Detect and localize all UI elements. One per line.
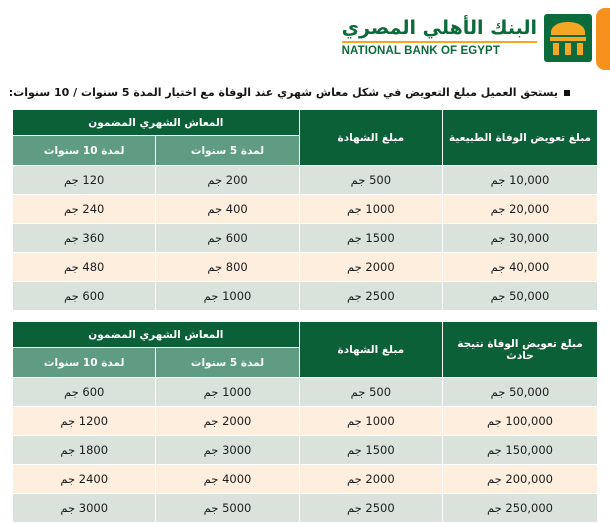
header-pension-5-years: لمدة 5 سنوات bbox=[156, 348, 299, 378]
cell-certificate: 2000 جم bbox=[299, 253, 442, 282]
cell-pension-5: 600 جم bbox=[156, 224, 299, 253]
logo-name-arabic: البنك الأهلي المصري bbox=[341, 16, 537, 39]
natural-death-table bbox=[12, 109, 598, 311]
table-row bbox=[13, 195, 598, 224]
header-pension-10-years: لمدة 10 سنوات bbox=[13, 348, 156, 378]
table-body bbox=[13, 378, 598, 523]
header-pension-10-years: لمدة 10 سنوات bbox=[13, 136, 156, 166]
table-row bbox=[13, 494, 598, 523]
cell-compensation: 100,000 جم bbox=[442, 407, 597, 436]
cell-certificate: 2000 جم bbox=[299, 465, 442, 494]
nbe-logo bbox=[342, 14, 592, 62]
cell-pension-5: 800 جم bbox=[156, 253, 299, 282]
cell-compensation: 20,000 جم bbox=[442, 195, 597, 224]
cell-compensation: 30,000 جم bbox=[442, 224, 597, 253]
cell-pension-5: 4000 جم bbox=[156, 465, 299, 494]
table-row bbox=[13, 407, 598, 436]
cell-pension-10: 600 جم bbox=[13, 282, 156, 311]
accidental-death-table bbox=[12, 321, 598, 523]
header-compensation: مبلغ تعويض الوفاة الطبيعية bbox=[442, 110, 597, 166]
cell-certificate: 1500 جم bbox=[299, 436, 442, 465]
accidental-death-table-wrapper bbox=[0, 321, 610, 523]
table-row bbox=[13, 166, 598, 195]
cell-certificate: 500 جم bbox=[299, 378, 442, 407]
bullet-square-icon bbox=[564, 90, 570, 96]
cell-pension-5: 1000 جم bbox=[156, 378, 299, 407]
table-body bbox=[13, 166, 598, 311]
cell-compensation: 50,000 جم bbox=[442, 378, 597, 407]
table-row bbox=[13, 465, 598, 494]
header-compensation: مبلغ تعويض الوفاة نتيجة حادث bbox=[442, 322, 597, 378]
intro-statement-text: يستحق العميل مبلغ التعويض في شكل معاش شهري عند الوفاة مع اختيار المدة 5 سنوات / 10 سنوات: bbox=[8, 86, 558, 99]
cell-pension-5: 5000 جم bbox=[156, 494, 299, 523]
cell-pension-5: 1000 جم bbox=[156, 282, 299, 311]
table-row bbox=[13, 282, 598, 311]
header-certificate-amount: مبلغ الشهادة bbox=[299, 322, 442, 378]
cell-pension-5: 400 جم bbox=[156, 195, 299, 224]
header-pension-5-years: لمدة 5 سنوات bbox=[156, 136, 299, 166]
header-monthly-pension-group: المعاش الشهري المضمون bbox=[13, 322, 300, 348]
logo-wordmark bbox=[341, 16, 537, 58]
cell-certificate: 1500 جم bbox=[299, 224, 442, 253]
cell-pension-5: 3000 جم bbox=[156, 436, 299, 465]
nbe-bank-logo-icon bbox=[544, 14, 592, 62]
logo-name-english: NATIONAL BANK OF EGYPT bbox=[341, 45, 500, 57]
natural-death-table-wrapper bbox=[0, 109, 610, 311]
cell-compensation: 150,000 جم bbox=[442, 436, 597, 465]
table-header-row-top bbox=[13, 322, 598, 348]
logo-underline-rule bbox=[342, 41, 537, 44]
table-head bbox=[13, 110, 598, 166]
cell-pension-10: 1800 جم bbox=[13, 436, 156, 465]
cell-pension-10: 2400 جم bbox=[13, 465, 156, 494]
table-row bbox=[13, 436, 598, 465]
table-header-row-top bbox=[13, 110, 598, 136]
cell-certificate: 2500 جم bbox=[299, 282, 442, 311]
cell-pension-10: 600 جم bbox=[13, 378, 156, 407]
cell-compensation: 40,000 جم bbox=[442, 253, 597, 282]
cell-compensation: 200,000 جم bbox=[442, 465, 597, 494]
cell-certificate: 500 جم bbox=[299, 166, 442, 195]
cell-certificate: 1000 جم bbox=[299, 195, 442, 224]
page-header bbox=[0, 0, 610, 80]
cell-pension-10: 480 جم bbox=[13, 253, 156, 282]
intro-statement bbox=[0, 80, 610, 109]
cell-pension-5: 2000 جم bbox=[156, 407, 299, 436]
cell-pension-10: 360 جم bbox=[13, 224, 156, 253]
table-row bbox=[13, 253, 598, 282]
cell-compensation: 10,000 جم bbox=[442, 166, 597, 195]
cell-pension-10: 1200 جم bbox=[13, 407, 156, 436]
header-monthly-pension-group: المعاش الشهري المضمون bbox=[13, 110, 300, 136]
table-row bbox=[13, 378, 598, 407]
table-head bbox=[13, 322, 598, 378]
cell-compensation: 250,000 جم bbox=[442, 494, 597, 523]
table-row bbox=[13, 224, 598, 253]
cell-pension-5: 200 جم bbox=[156, 166, 299, 195]
cell-pension-10: 120 جم bbox=[13, 166, 156, 195]
cell-pension-10: 3000 جم bbox=[13, 494, 156, 523]
cell-pension-10: 240 جم bbox=[13, 195, 156, 224]
cell-compensation: 50,000 جم bbox=[442, 282, 597, 311]
header-certificate-amount: مبلغ الشهادة bbox=[299, 110, 442, 166]
cell-certificate: 1000 جم bbox=[299, 407, 442, 436]
cell-certificate: 2500 جم bbox=[299, 494, 442, 523]
